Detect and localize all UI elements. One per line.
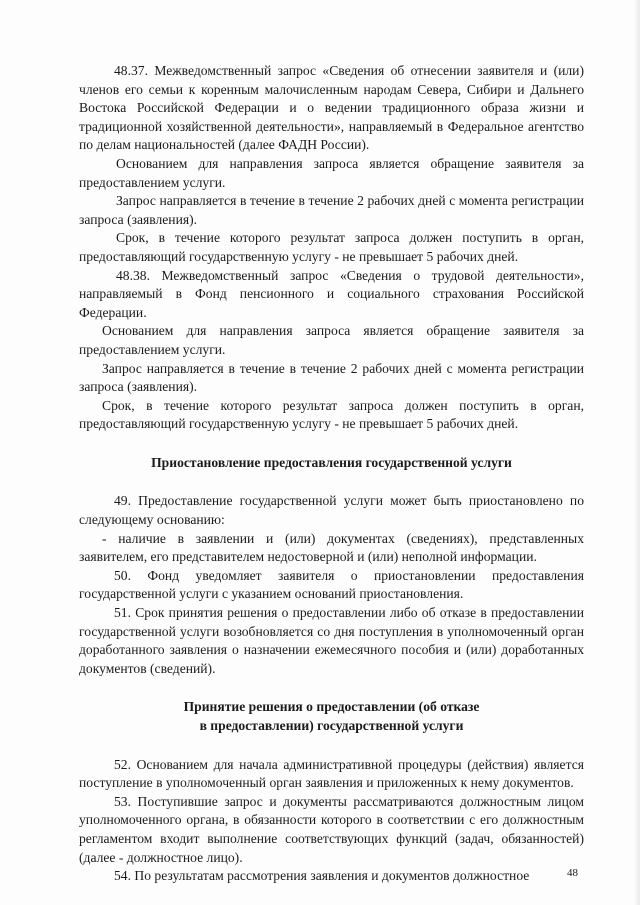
paragraph-48-37: 48.37. Межведомственный запрос «Сведения об отнесении заявителя и (или) членов его семьи к коренным малочисленным народам Севера, Сибири и Дальнего Востока Российской Федерации и о ведении традиционного образа жизни и традиционной хозяйственной деятельности», направляемый в Федеральное агентство по делам национальностей (далее ФАДН России).: [79, 63, 584, 153]
paragraph-53: 53. Поступившие запрос и документы рассматриваются должностным лицом уполномоченного органа, в обязанности которого в соответствии с его должностным регламентом входит выполнение соответствующих функций (задач, обязанностей) (далее - должностное лицо).: [79, 793, 584, 865]
paragraph-49-ground: - наличие в заявлении и (или) документах (сведениях), представленных заявителем, его представителем недостоверной и (или) неполной информации.: [79, 530, 584, 565]
paragraph-54: 54. По результатам рассмотрения заявления и документов должностное: [114, 868, 530, 884]
paragraph-52: 52. Основанием для начала административной процедуры (действия) является поступление в уполномоченный орган заявления и приложенных к нему документов.: [79, 756, 584, 791]
paragraph-basis-2: Основанием для направления запроса является обращение заявителя за предоставлением услуги.: [79, 323, 584, 357]
paragraph-49: 49. Предоставление государственной услуги может быть приостановлено по следующему основанию:: [79, 493, 584, 528]
heading-decision: [79, 698, 584, 735]
paragraph-48-38: 48.38. Межведомственный запрос «Сведения о трудовой деятельности», направляемый в Фонд пенсионного и социального страхования Российской Федерации.: [79, 267, 584, 320]
paragraph-request-period-2: Запрос направляется в течение в течение 2 рабочих дней с момента регистрации запроса (заявления).: [79, 360, 584, 395]
paragraph-response-term-1: Срок, в течение которого результат запроса должен поступить в орган, предоставляющий государственную услугу - не превышает 5 рабочих дней.: [79, 230, 584, 264]
page-number: 48: [567, 867, 578, 879]
paragraph-50: 50. Фонд уведомляет заявителя о приостановлении предоставления государственной услуги с указанием оснований приостановления.: [79, 567, 584, 602]
heading-decision-line-2: в предоставлении) государственной услуги: [199, 718, 464, 733]
heading-decision-line-1: Принятие решения о предоставлении (об отказе: [183, 699, 480, 715]
paragraph-response-term-2: Срок, в течение которого результат запроса должен поступить в орган, предоставляющий государственную услугу - не превышает 5 рабочих дней.: [79, 397, 584, 432]
paragraph-basis-1: Основанием для направления запроса является обращение заявителя за предоставлением услуги.: [79, 155, 584, 190]
heading-suspension: Приостановление предоставления государственной услуги: [151, 454, 512, 470]
paragraph-request-period-1: Запрос направляется в течение в течение 2 рабочих дней с момента регистрации запроса (заявления).: [79, 193, 584, 227]
page-content: [79, 62, 584, 886]
scan-edge-shadow: [634, 0, 640, 905]
paragraph-51: 51. Срок принятия решения о предоставлении либо об отказе в предоставлении государственной услуги возобновляется со дня поступления в уполномоченный орган доработанного заявления о назначении ежемесячного пособия и (или) доработанных документов (сведений).: [79, 605, 584, 676]
